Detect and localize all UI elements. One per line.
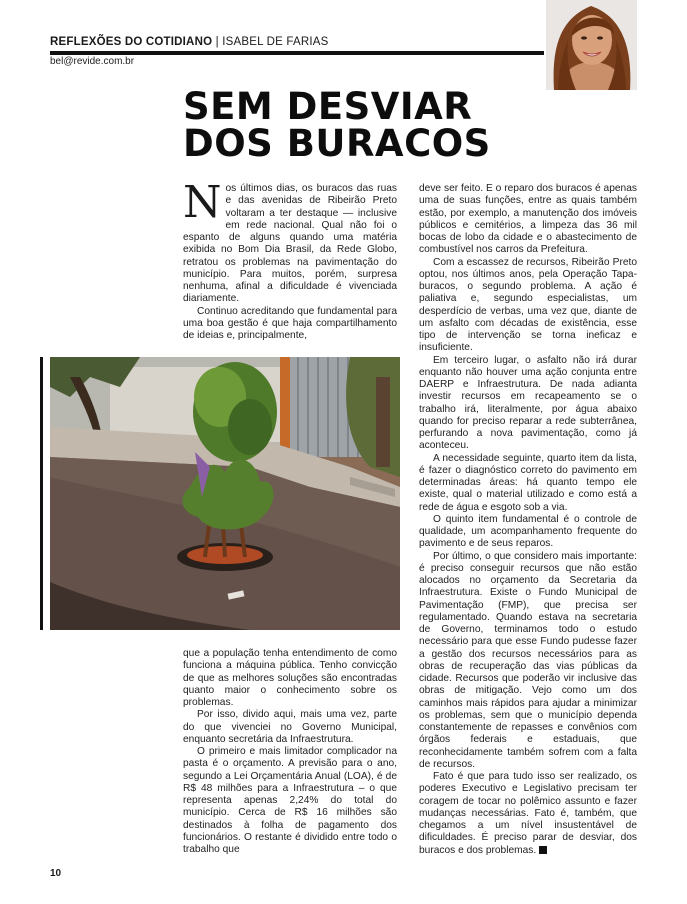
paragraph: O quinto item fundamental é o controle de qualidade, um acompanhamento frequente do pavimento e de seus reparos. [419,513,637,550]
header-rule [50,51,544,55]
article-column-1-top [183,177,397,342]
paragraph: A necessidade seguinte, quarto item da lista, é fazer o diagnóstico correto do pavimento em determinadas áreas: há quanto tempo ele existe, qual o material utilizado e como está a rede de água e esgoto sob a via. [419,452,637,513]
paragraph: Por isso, divido aqui, mais uma vez, parte do que vivenciei no Governo Municipal, enquanto secretária da Infraestrutura. [183,709,397,745]
author-name: ISABEL DE FARIAS [222,36,329,48]
paragraph: deve ser feito. E o reparo dos buracos é apenas uma de suas funções, entre as quais também estão, por exemplo, a manutenção dos imóveis públicos e cemitérios, a limpeza das 36 mil bocas de lobo da cidade e o abastecimento de combustível nos carros da Prefeitura. [419,183,637,256]
paragraph: Em terceiro lugar, o asfalto não irá durar enquanto não houver uma ação conjunta entre DAERP e Infraestrutura. De nada adianta investir recursos em recapeamento se o trabalho irá, literalmente, por água abaixo quando for preciso reparar a rede subterrânea, perfurando a nova pavimentação, como já aconteceu. [419,354,637,452]
paragraph: Por último, o que considero mais importante: é preciso conseguir recursos que não estão alocados no orçamento da Secretaria da Infraestrutura. Existe o Fundo Municipal de Pavimentação (FMP), que precisa ser regulamentado. Quando estava na secretaria de Governo, terminamos todo o estudo necessário para que esse Fundo pudesse fazer a gestão dos recursos necessários para as obras de recuperação das vias públicas da cidade. Recursos que poderão vir inclusive das obras de mitigação. Vejo como um dos caminhos mais rápidos para ajudar a minimizar os problemas, sem que o município dependa constantemente de repasses e convênios com órgãos federais e estaduais, que reconhecidamente também sofrem com a falta de recursos. [419,550,637,770]
photo-side-rule [40,357,43,630]
paragraph-intro [183,177,397,306]
headline-line-2: DOS BURACOS [183,122,491,165]
paragraph: Continuo acreditando que fundamental para uma boa gestão é que haja compartilhamento de ideias e, principalmente, [183,305,397,341]
paragraph: O primeiro e mais limitador complicador na pasta é o orçamento. A previsão para o ano, segundo a Lei Orçamentária Anual (LOA), é de R$ 48 milhões para a Infraestrutura – o que representa apenas 2,24% do total do município. Cerca de R$ 16 milhões são destinados à folha de pagamento dos funcionários. O restante é dividido entre todo o trabalho que [183,746,397,855]
paragraph: Com a escassez de recursos, Ribeirão Preto optou, nos últimos anos, pela Operação Tapa-buracos, o segundo problema. A ação é paliativa e, segundo especialistas, um desperdício de verbas, uma vez que, diante de um asfalto com décadas de existência, esse tipo de intervenção se torna ineficaz e insuficiente. [419,256,637,354]
paragraph: que a população tenha entendimento de como funciona a máquina pública. Tenho convicção de que as melhores soluções são encontradas quanto maior o conhecimento sobre os problemas. [183,648,397,708]
article-column-2 [419,183,637,857]
paragraph-final-text: Fato é que para tudo isso ser realizado, os poderes Executivo e Legislativo precisam ter coragem de tocar no polêmico assunto e fazer mudanças necessárias. Fato é, também, que chegamos a um nível insustentável de dificuldades. É preciso parar de desviar, dos buracos e dos problemas. [419,771,637,856]
author-email[interactable]: bel@revide.com.br [50,56,135,67]
headline-line-1: SEM DESVIAR [183,85,473,128]
paragraph-final [419,771,637,857]
drop-cap: N [183,177,222,228]
pothole-tree-photo [50,357,400,630]
headline [183,85,491,165]
author-photo [546,0,637,90]
paragraph-intro-text: os últimos dias, os buracos das ruas e das avenidas de Ribeirão Preto voltaram a ter destaque — inclusive em rede nacional. Qual não foi o espanto de alguns quando uma matéria exibida no Bom Dia Brasil, da Rede Globo, retratou os problemas na pavimentação do município. Para muitos, porém, surpresa nenhuma, afinal a dificuldade é vivenciada diariamente. [183,183,397,305]
column-header [50,36,329,48]
section-name: REFLEXÕES DO COTIDIANO [50,36,213,48]
end-of-article-icon [539,846,547,854]
header-separator: | [215,36,219,48]
article-column-1-bottom [183,648,397,856]
page-number: 10 [50,868,62,879]
